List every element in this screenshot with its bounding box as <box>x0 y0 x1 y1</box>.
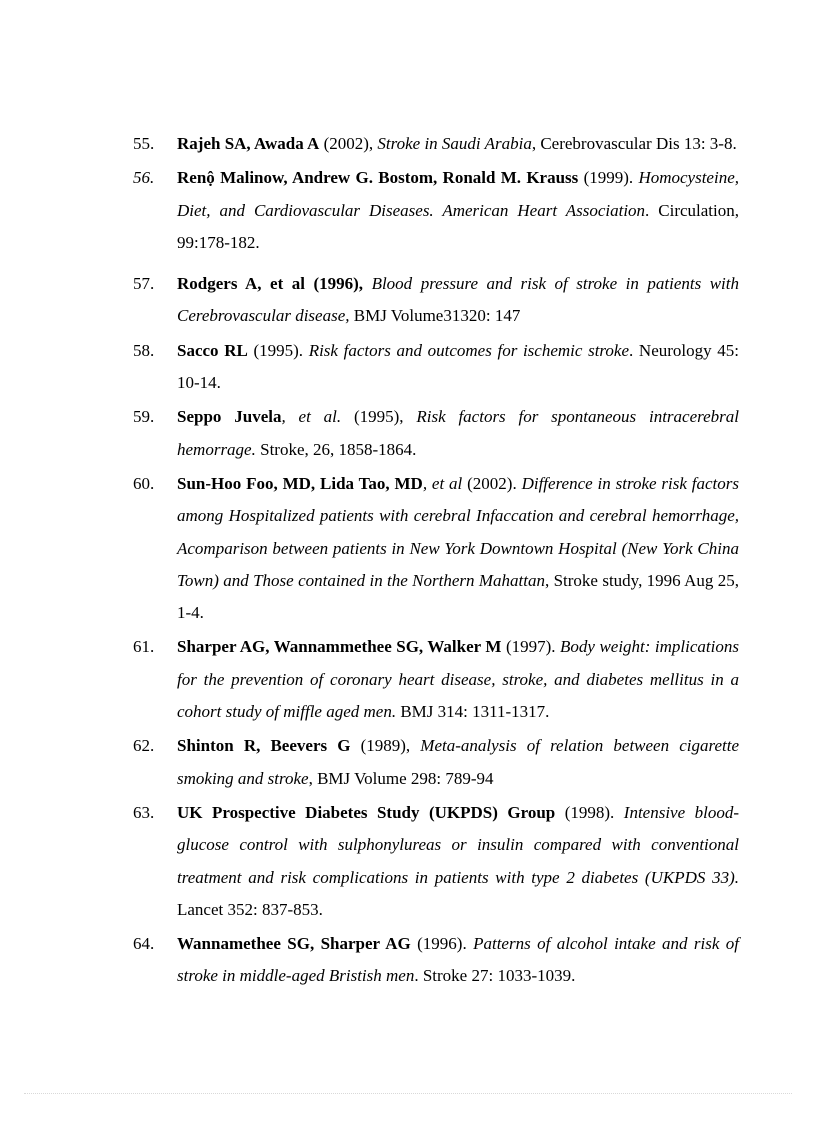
reference-authors: UK Prospective Diabetes Study (UKPDS) Group <box>177 802 556 822</box>
reference-authors: Shinton R, Beevers G <box>177 736 351 756</box>
reference-item-63 <box>133 797 739 926</box>
reference-source: , BMJ Volume 298: 789-94 <box>308 768 494 788</box>
reference-title: Stroke in Saudi Arabia <box>377 134 532 153</box>
reference-authors: Seppo Juvela <box>177 407 282 427</box>
reference-year: (1998). <box>555 802 624 822</box>
reference-title: Body weight: implications for the prevention of coronary heart disease, stroke, and diabetes mellitus in a cohort study of miffle aged men. <box>177 637 739 722</box>
reference-item-64 <box>133 928 739 993</box>
reference-item-55 <box>133 128 739 160</box>
reference-number: 62. <box>133 736 155 756</box>
reference-number: 58. <box>133 340 155 360</box>
reference-title: Risk factors and outcomes for ischemic stroke <box>308 340 630 360</box>
reference-source: . Neurology 45: 10-14. <box>177 340 739 393</box>
reference-number: 61. <box>133 637 155 657</box>
reference-title: Risk factors for spontaneous intracerebral hemorrage. <box>177 407 740 459</box>
reference-item-62 <box>133 730 739 795</box>
reference-item-60 <box>133 468 739 629</box>
reference-title: Intensive blood-glucose control with sulphonylureas or insulin compared with conventional treatment and risk complications in patients with type 2 diabetes (UKPDS 33). <box>177 802 739 887</box>
reference-year: (1989), <box>350 736 421 756</box>
reference-number: 64. <box>133 934 155 954</box>
reference-number: 57. <box>133 274 155 294</box>
reference-authors: Rodgers A, et al (1996), <box>177 274 364 294</box>
reference-year: (2002), <box>319 134 378 153</box>
reference-source: , Cerebrovascular Dis 13: 3-8. <box>531 134 737 153</box>
reference-year: (1996). <box>410 934 474 954</box>
reference-authors: Sun-Hoo Foo, MD, Lida Tao, MD <box>177 473 423 493</box>
page-bottom-divider <box>24 1093 792 1094</box>
reference-authors: Rajeh SA, Awada A <box>177 134 320 153</box>
reference-year: (1995), <box>341 407 417 427</box>
reference-title: Meta-analysis of relation between cigarette smoking and stroke <box>177 736 740 788</box>
reference-number: 56. <box>133 168 155 188</box>
reference-source: BMJ 314: 1311-1317. <box>396 702 550 722</box>
reference-number: 55. <box>133 134 155 153</box>
reference-source: BMJ Volume31320: 147 <box>349 306 521 326</box>
reference-source: . Stroke 27: 1033-1039. <box>414 966 576 986</box>
reference-etal: , et al. <box>281 407 342 427</box>
reference-year: (2002). <box>462 473 522 493</box>
reference-authors: Sharper AG, Wannammethee SG, Walker M <box>177 637 502 657</box>
reference-source: . Circulation, 99:178-182. <box>177 200 739 252</box>
reference-authors: Sacco RL <box>177 340 248 360</box>
reference-source: Lancet 352: 837-853. <box>177 899 323 919</box>
reference-title: Patterns of alcohol intake and risk of stroke in middle-aged Bristish men <box>177 934 739 986</box>
reference-year <box>363 274 372 293</box>
reference-item-61 <box>133 631 739 728</box>
reference-number: 60. <box>133 473 155 493</box>
reference-list <box>133 128 739 995</box>
reference-title: Blood pressure and risk of stroke in patients with Cerebrovascular disease, <box>177 274 740 326</box>
reference-item-59 <box>133 401 739 466</box>
reference-source: Stroke, 26, 1858-1864. <box>255 439 417 459</box>
reference-etal: , et al <box>422 473 463 493</box>
reference-item-57 <box>133 268 739 333</box>
reference-title: Homocysteine, Diet, and Cardiovascular Diseases. American Heart Association <box>177 168 740 220</box>
reference-authors: Renộ Malinow, Andrew G. Bostom, Ronald M. Krauss <box>177 168 579 188</box>
reference-item-58 <box>133 335 739 400</box>
reference-year: (1997). <box>501 637 561 657</box>
reference-number: 59. <box>133 407 155 427</box>
reference-number: 63. <box>133 802 155 822</box>
reference-source: , Stroke study, 1996 Aug 25, 1-4. <box>177 570 739 623</box>
reference-year: (1999). <box>578 168 639 188</box>
reference-authors: Wannamethee SG, Sharper AG <box>177 934 411 954</box>
reference-item-56 <box>133 162 739 259</box>
reference-title: Difference in stroke risk factors among Hospitalized patients with cerebral Infaccation and cerebral hemorrhage, Acomparison between patients in New York Downtown Hospital (New York China Town) and Those contained in the Northern Mahattan <box>177 473 739 590</box>
reference-year: (1995). <box>247 340 309 360</box>
